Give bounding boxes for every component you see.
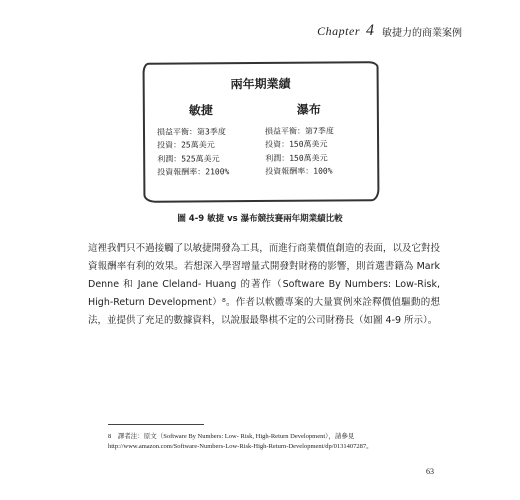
footnote-divider: [108, 424, 204, 425]
agile-column: [157, 104, 246, 179]
figure-sketch-box: [143, 61, 380, 203]
agile-heading: 敏捷: [188, 103, 213, 118]
chapter-label: Chapter: [317, 23, 360, 38]
chapter-title: 敏捷力的商業案例: [382, 27, 462, 39]
agile-row: 投資：25萬美元: [157, 140, 215, 150]
waterfall-row: 投資報酬率：100%: [265, 166, 333, 176]
footnote: 8 譯者注：原文（Software By Numbers: Low- Risk, High-Return Development），請參見 http://www.amazon.com/Software-Numbers-Low-Risk-High-Return-Development/dp/0131407287。: [108, 433, 373, 450]
body-paragraph: 這裡我們只不過接觸了以敏捷開發為工具，而進行商業價值創造的表面，以及它對投資報酬率有利的效果。若想深入學習增量式開發對財務的影響，則首選書籍為 Mark Denne 和 Jane Cleland- Huang 的著作（Software By Numbers: Low-Risk, High-Return Development）⁸。作者以軟體專案的大量實例來詮釋價值驅動的想法，並提供了充足的數據資料，以說服最舉棋不定的公司財務長（如圖 4-9 所示）。: [88, 243, 440, 326]
waterfall-row: 利潤：150萬美元: [265, 153, 328, 163]
figure-title: 兩年期業績: [230, 76, 291, 92]
page-number: 63: [426, 467, 434, 476]
waterfall-row: 投資：150萬美元: [265, 139, 328, 149]
figure-caption: 圖 4-9 敏捷 vs 瀑布競技賽兩年期業績比較: [177, 214, 343, 224]
agile-row: 損益平衡：第3季度: [156, 126, 226, 137]
waterfall-column: [265, 103, 354, 178]
agile-row: 投資報酬率：2100%: [157, 167, 230, 177]
agile-row: 利潤：525萬美元: [157, 153, 220, 164]
chapter-number: 4: [366, 22, 374, 39]
waterfall-heading: 瀑布: [296, 102, 321, 117]
running-header: [317, 22, 462, 40]
waterfall-row: 損益平衡：第7季度: [264, 125, 334, 136]
